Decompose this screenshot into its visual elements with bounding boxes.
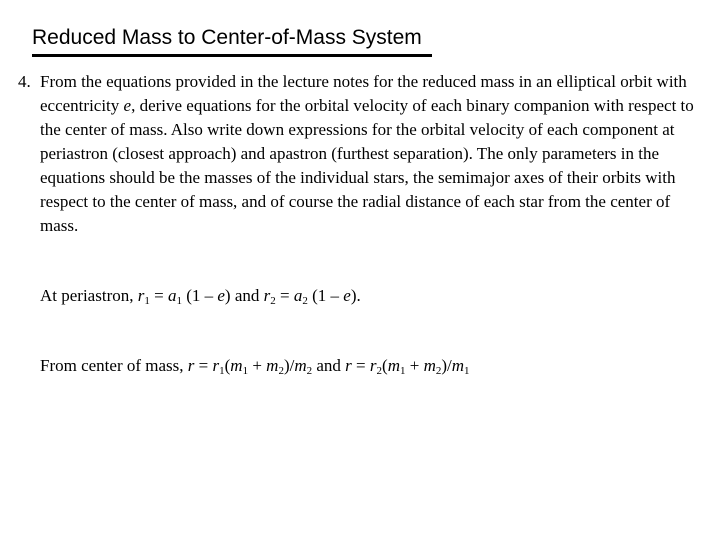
subscript-2: 2 xyxy=(376,365,383,377)
m-symbol: m xyxy=(451,356,465,375)
e-symbol: e xyxy=(343,286,351,305)
problem-number: 4. xyxy=(18,72,31,91)
m-symbol: m xyxy=(387,356,400,375)
subscript-1: 1 xyxy=(399,365,406,377)
periastron-lead: At periastron, xyxy=(40,286,138,305)
r-symbol: r xyxy=(212,356,220,375)
factor-close-and: ) and xyxy=(224,286,264,305)
subscript-1: 1 xyxy=(242,365,249,377)
subscript-2: 2 xyxy=(270,295,276,307)
eccentricity-symbol: e xyxy=(123,96,132,115)
plus-sign: + xyxy=(248,356,267,375)
e-symbol: e xyxy=(217,286,225,305)
equals-sign: = xyxy=(275,286,294,305)
subscript-2: 2 xyxy=(435,365,442,377)
problem-statement xyxy=(18,70,698,238)
slide-title: Reduced Mass to Center-of-Mass System xyxy=(32,26,422,49)
subscript-1: 1 xyxy=(219,365,225,377)
r-symbol: r xyxy=(263,286,271,305)
m-symbol: m xyxy=(294,356,307,375)
com-lead: From center of mass, xyxy=(40,356,188,375)
m-symbol: m xyxy=(230,356,243,375)
factor-close-end: ). xyxy=(350,286,361,305)
m-symbol: m xyxy=(266,356,279,375)
subscript-1: 1 xyxy=(176,295,182,307)
a-symbol: a xyxy=(293,286,303,305)
subscript-2: 2 xyxy=(302,295,308,307)
r-symbol: r xyxy=(187,356,195,375)
problem-text-part-1: From the equations provided in the lecture notes for the reduced mass in an elliptical orbit with eccentricity xyxy=(40,72,687,115)
factor-open: (1 – xyxy=(307,286,344,305)
periastron-equation xyxy=(40,284,361,308)
subscript-2: 2 xyxy=(306,365,313,377)
center-of-mass-equation xyxy=(40,354,470,378)
r-symbol: r xyxy=(345,356,352,375)
factor-open: (1 – xyxy=(181,286,218,305)
paren-open: ( xyxy=(382,356,388,375)
equals-sign: = xyxy=(351,356,370,375)
title-underline xyxy=(32,54,432,57)
subscript-1: 1 xyxy=(464,365,470,377)
problem-text xyxy=(40,70,698,238)
subscript-1: 1 xyxy=(144,295,150,307)
and-text: and xyxy=(312,356,346,375)
paren-close-divide: )/ xyxy=(283,356,295,375)
r-symbol: r xyxy=(369,356,377,375)
subscript-2: 2 xyxy=(278,365,284,377)
paren-close-divide: )/ xyxy=(441,356,452,375)
r-symbol: r xyxy=(137,286,145,305)
equals-sign: = xyxy=(194,356,213,375)
plus-sign: + xyxy=(405,356,424,375)
equals-sign: = xyxy=(149,286,168,305)
a-symbol: a xyxy=(167,286,177,305)
paren-open: ( xyxy=(224,356,231,375)
problem-text-part-2: , derive equations for the orbital velocity of each binary companion with respect to the center of mass. Also write down expressions for the orbital velocity of each component at periastron (closest approach) and apastron (furthest separation). The only parameters in the equations should be the masses of the individual stars, the semimajor axes of their orbits with respect to the center of mass, and of course the radial distance of each star from the center of mass. xyxy=(40,96,694,235)
m-symbol: m xyxy=(423,356,436,375)
